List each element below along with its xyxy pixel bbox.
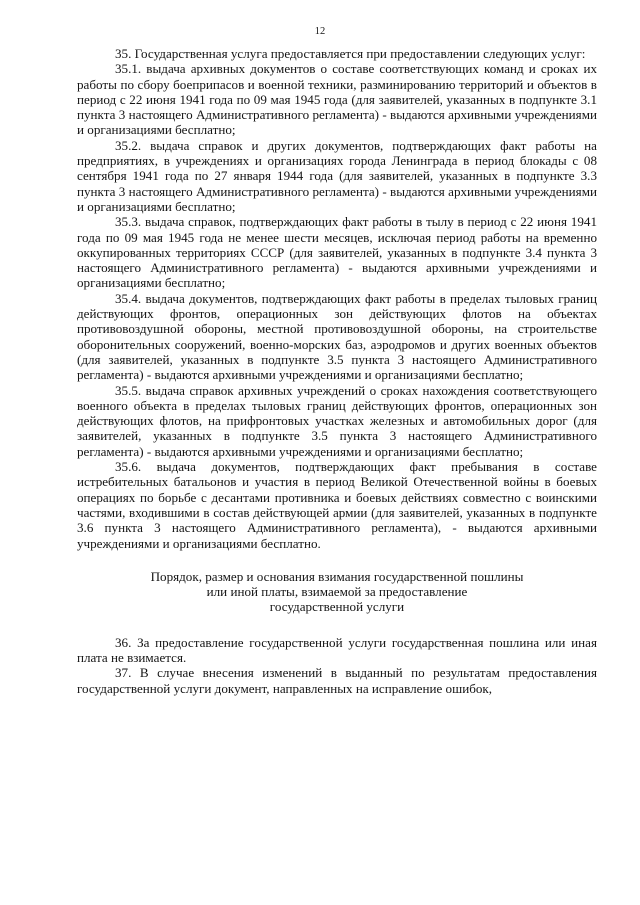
paragraph-35-5: 35.5. выдача справок архивных учреждений о сроках нахождения соответствующего военного объекта в пределах тыловых границ действующих фронтов, операционных зон действующих флотов, на прифронтовых участках железных и автомобильных дорог (для заявителей, указанных в подпункте 3.5 пункта 3 настоящего Административного регламента) - выдаются архивными учреждениями и организациями бесплатно; [77,382,597,459]
section-heading [77,569,597,615]
section-heading-line-2: или иной платы, взимаемой за предоставление [206,584,468,600]
section-heading-line-1: Порядок, размер и основания взимания государственной пошлины [150,568,524,584]
paragraph-35-4: 35.4. выдача документов, подтверждающих факт работы в пределах тыловых границ действующих фронтов, операционных зон действующих флотов на объектах противовоздушной обороны, местной противовоздушной обороны, на строительстве оборонительных сооружений, военно-морских баз, аэродромов и других военных объектов (для заявителей, указанных в подпункте 3.5 пункта 3 настоящего Административного регламента) - выдаются архивными учреждениями и организациями бесплатно; [77,290,597,383]
paragraph-35-2: 35.2. выдача справок и других документов, подтверждающих факт работы на предприятиях, в учреждениях и организациях города Ленинграда в период блокады с 08 сентября 1941 года по 27 января 1944 года (для заявителей, указанных в подпункте 3.3 пункта 3 настоящего Административного регламента) - выдаются архивными учреждениями и организациями бесплатно; [77,137,597,214]
paragraph-35-3: 35.3. выдача справок, подтверждающих факт работы в тылу в период с 22 июня 1941 года по 09 мая 1945 года не менее шести месяцев, исключая период работы на временно оккупированных территориях СССР (для заявителей, указанных в подпункте 3.4 пункта 3 настоящего Административного регламента) - выдаются архивными учреждениями и организациями бесплатно; [77,214,597,291]
section-heading-line-3: государственной услуги [269,599,405,615]
paragraph-35-6: 35.6. выдача документов, подтверждающих факт пребывания в составе истребительных батальонов и участия в период Великой Отечественной войны в боевых операциях по борьбе с десантами противника и боевых действиях совместно с воинскими частями, входившими в состав действующей армии (для заявителей, указанных в подпункте 3.6 пункта 3 настоящего Административного регламента), - выдаются архивными учреждениями и организациями бесплатно. [77,459,597,551]
paragraph-35-1: 35.1. выдача архивных документов о составе соответствующих команд и сроках их работы по сбору боеприпасов и военной техники, разминированию территорий и объектов в период с 22 июня 1941 года по 09 мая 1945 года (для заявителей, указанных в подпункте 3.1 пункта 3 настоящего Административного регламента) - выдаются архивными учреждениями и организациями бесплатно; [77,61,597,138]
page-number: 12 [314,26,326,37]
document-body [77,46,597,696]
paragraph-37: 37. В случае внесения изменений в выданный по результатам предоставления государственной услуги документ, направленных на исправление ошибок, [77,665,597,696]
paragraph-35: 35. Государственная услуга предоставляется при предоставлении следующих услуг: [115,46,586,61]
paragraph-36: 36. За предоставление государственной услуги государственная пошлина или иная плата не взимается. [77,634,597,665]
